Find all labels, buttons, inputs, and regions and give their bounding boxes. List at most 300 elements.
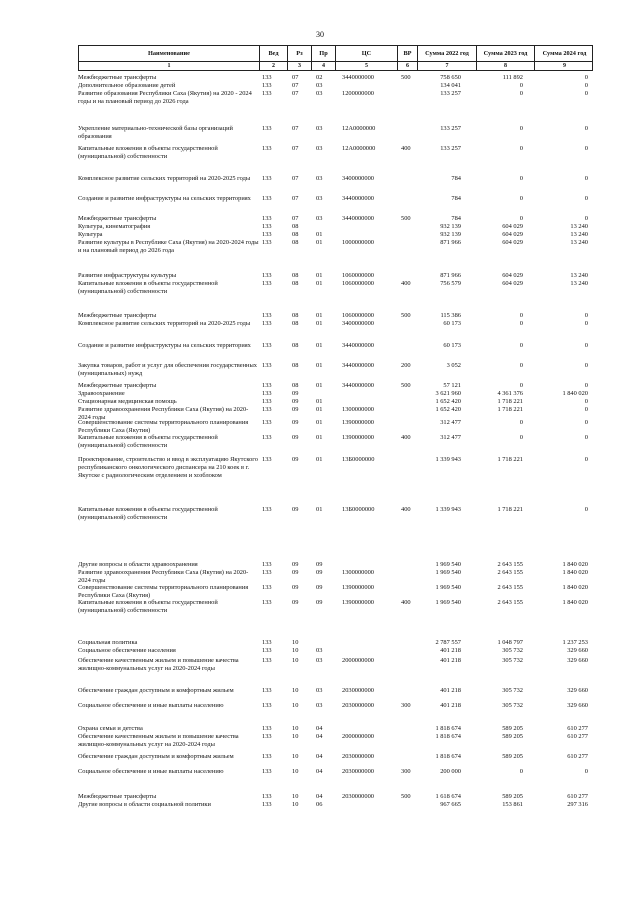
cell-sum-2022: 115 386 — [440, 312, 461, 319]
column-number-cs: 5 — [336, 62, 398, 70]
cell-sum-2023: 305 732 — [502, 647, 523, 654]
cell-vr: 400 — [401, 506, 411, 513]
cell-sum-2023: 0 — [519, 175, 523, 182]
cell-sum-2022: 133 257 — [440, 90, 461, 97]
cell-sum-2023: 0 — [519, 312, 523, 319]
cell-sum-2024: 13 240 — [570, 280, 588, 287]
cell-pr: 03 — [316, 687, 323, 694]
cell-sum-2024: 0 — [584, 175, 588, 182]
cell-ved: 133 — [262, 434, 272, 441]
cell-sum-2022: 312 477 — [440, 419, 461, 426]
cell-ved: 133 — [262, 125, 272, 132]
cell-pr: 03 — [316, 647, 323, 654]
cell-sum-2023: 1 718 221 — [497, 456, 523, 463]
cell-name: Капитальные вложения в объекты государственной (муниципальной) собственности — [78, 506, 218, 521]
cell-rz: 09 — [292, 561, 299, 568]
cell-vr: 300 — [401, 768, 411, 775]
header-sum-2022: Сумма 2022 год — [418, 46, 477, 61]
cell-cs: 2000000000 — [342, 733, 374, 740]
cell-pr: 09 — [316, 599, 323, 606]
cell-name: Межбюджетные трансферты — [78, 74, 157, 81]
cell-sum-2023: 4 361 376 — [497, 390, 523, 397]
cell-sum-2024: 1 840 020 — [562, 390, 588, 397]
cell-sum-2023: 604 029 — [502, 239, 523, 246]
cell-rz: 09 — [292, 584, 299, 591]
cell-rz: 10 — [292, 753, 299, 760]
cell-pr: 03 — [316, 215, 323, 222]
cell-name: Совершенствование системы территориального планирования Республики Саха (Якутия) — [78, 584, 249, 599]
cell-sum-2024: 1 840 020 — [562, 569, 588, 576]
cell-cs: 3440000000 — [342, 215, 374, 222]
cell-sum-2024: 0 — [584, 195, 588, 202]
cell-sum-2023: 1 048 797 — [497, 639, 523, 646]
cell-name: Дополнительное образование детей — [78, 82, 176, 89]
cell-vr: 300 — [401, 702, 411, 709]
cell-sum-2023: 305 732 — [502, 657, 523, 664]
cell-rz: 07 — [292, 195, 299, 202]
cell-sum-2024: 329 660 — [567, 657, 588, 664]
cell-pr: 03 — [316, 195, 323, 202]
column-number-sum-2023: 8 — [477, 62, 535, 70]
cell-rz: 10 — [292, 725, 299, 732]
cell-name: Развитие инфраструктуры культуры — [78, 272, 177, 279]
cell-vr: 500 — [401, 382, 411, 389]
cell-ved: 133 — [262, 793, 272, 800]
cell-ved: 133 — [262, 231, 272, 238]
cell-rz: 10 — [292, 733, 299, 740]
cell-ved: 133 — [262, 398, 272, 405]
cell-ved: 133 — [262, 280, 272, 287]
cell-vr: 500 — [401, 74, 411, 81]
cell-sum-2022: 871 966 — [440, 239, 461, 246]
cell-sum-2022: 1 652 420 — [435, 398, 461, 405]
cell-sum-2022: 3 621 960 — [435, 390, 461, 397]
cell-ved: 133 — [262, 90, 272, 97]
cell-cs: 2030000000 — [342, 768, 374, 775]
cell-pr: 03 — [316, 702, 323, 709]
cell-sum-2024: 610 277 — [567, 793, 588, 800]
cell-sum-2022: 1 339 943 — [435, 506, 461, 513]
cell-rz: 10 — [292, 639, 299, 646]
cell-ved: 133 — [262, 569, 272, 576]
cell-sum-2022: 133 257 — [440, 125, 461, 132]
cell-ved: 133 — [262, 342, 272, 349]
cell-sum-2023: 589 205 — [502, 733, 523, 740]
cell-sum-2023: 111 892 — [502, 74, 523, 81]
cell-pr: 03 — [316, 125, 323, 132]
cell-sum-2024: 329 660 — [567, 702, 588, 709]
cell-sum-2022: 2 787 557 — [435, 639, 461, 646]
cell-pr: 01 — [316, 280, 323, 287]
cell-ved: 133 — [262, 584, 272, 591]
cell-sum-2022: 60 173 — [443, 320, 461, 327]
cell-rz: 08 — [292, 382, 299, 389]
cell-sum-2022: 967 665 — [440, 801, 461, 808]
cell-pr: 01 — [316, 406, 323, 413]
cell-sum-2023: 0 — [519, 382, 523, 389]
cell-rz: 08 — [292, 280, 299, 287]
cell-sum-2023: 1 718 221 — [497, 406, 523, 413]
cell-ved: 133 — [262, 419, 272, 426]
cell-name: Обеспечение качественным жильем и повышение качества жилищно-коммунальных услуг на 2020-2024 годы — [78, 733, 239, 748]
cell-name: Капитальные вложения в объекты государственной (муниципальной) собственности — [78, 280, 218, 295]
cell-ved: 133 — [262, 239, 272, 246]
cell-ved: 133 — [262, 223, 272, 230]
cell-rz: 07 — [292, 74, 299, 81]
cell-rz: 08 — [292, 272, 299, 279]
cell-sum-2024: 13 240 — [570, 239, 588, 246]
cell-sum-2022: 401 218 — [440, 687, 461, 694]
cell-sum-2024: 0 — [584, 90, 588, 97]
cell-rz: 07 — [292, 145, 299, 152]
cell-name: Обеспечение граждан доступным и комфортным жильем — [78, 687, 234, 694]
cell-pr: 01 — [316, 231, 323, 238]
cell-ved: 133 — [262, 801, 272, 808]
cell-sum-2022: 134 041 — [440, 82, 461, 89]
cell-name: Создание и развитие инфраструктуры на сельских территориях — [78, 342, 251, 349]
cell-sum-2022: 784 — [451, 175, 461, 182]
cell-name: Совершенствование системы территориального планирования Республики Саха (Якутия) — [78, 419, 249, 434]
header-cs: ЦС — [336, 46, 398, 61]
cell-rz: 08 — [292, 239, 299, 246]
cell-ved: 133 — [262, 320, 272, 327]
cell-sum-2024: 329 660 — [567, 687, 588, 694]
cell-ved: 133 — [262, 733, 272, 740]
cell-sum-2024: 0 — [584, 312, 588, 319]
cell-name: Развитие здравоохранения Республики Саха (Якутия) на 2020-2024 годы — [78, 406, 249, 421]
cell-sum-2022: 784 — [451, 195, 461, 202]
cell-sum-2022: 758 650 — [440, 74, 461, 81]
cell-sum-2024: 0 — [584, 362, 588, 369]
cell-rz: 10 — [292, 647, 299, 654]
column-number-rz: 3 — [288, 62, 312, 70]
cell-sum-2023: 0 — [519, 320, 523, 327]
cell-rz: 08 — [292, 320, 299, 327]
cell-sum-2024: 13 240 — [570, 272, 588, 279]
cell-rz: 07 — [292, 175, 299, 182]
cell-ved: 133 — [262, 657, 272, 664]
cell-ved: 133 — [262, 702, 272, 709]
cell-pr: 02 — [316, 74, 323, 81]
cell-cs: 2030000000 — [342, 753, 374, 760]
cell-pr: 04 — [316, 753, 323, 760]
cell-sum-2022: 1 969 540 — [435, 584, 461, 591]
cell-cs: 1390000000 — [342, 434, 374, 441]
cell-sum-2024: 13 240 — [570, 223, 588, 230]
header-sum-2024: Сумма 2024 год — [542, 50, 587, 57]
cell-sum-2024: 0 — [584, 382, 588, 389]
header-rz: Рз — [288, 46, 312, 61]
cell-sum-2023: 0 — [519, 768, 523, 775]
cell-sum-2023: 0 — [519, 342, 523, 349]
cell-sum-2024: 329 660 — [567, 647, 588, 654]
cell-name: Проектирование, строительство и ввод в эксплуатацию Якутского республиканского онкологического диспансера на 210 коек в г. Якутске с радиологическим отделением и хозблоком — [78, 456, 258, 479]
cell-rz: 09 — [292, 506, 299, 513]
cell-ved: 133 — [262, 506, 272, 513]
cell-vr: 400 — [401, 599, 411, 606]
page-number: 30 — [316, 30, 324, 39]
cell-sum-2022: 784 — [451, 215, 461, 222]
cell-rz: 09 — [292, 456, 299, 463]
cell-sum-2022: 401 218 — [440, 647, 461, 654]
cell-sum-2022: 1 818 674 — [435, 753, 461, 760]
cell-ved: 133 — [262, 599, 272, 606]
cell-cs: 2030000000 — [342, 793, 374, 800]
header-name: Наименование — [79, 46, 260, 61]
cell-pr: 01 — [316, 320, 323, 327]
cell-sum-2022: 3 052 — [446, 362, 461, 369]
cell-sum-2024: 0 — [584, 125, 588, 132]
cell-ved: 133 — [262, 145, 272, 152]
cell-sum-2024: 1 237 253 — [562, 639, 588, 646]
cell-sum-2023: 305 732 — [502, 687, 523, 694]
cell-sum-2024: 0 — [584, 398, 588, 405]
cell-pr: 03 — [316, 145, 323, 152]
cell-cs: 1200000000 — [342, 90, 374, 97]
cell-pr: 01 — [316, 419, 323, 426]
cell-sum-2023: 0 — [519, 195, 523, 202]
cell-name: Развитие здравоохранения Республики Саха (Якутия) на 2020-2024 годы — [78, 569, 249, 584]
cell-sum-2022: 1 818 674 — [435, 725, 461, 732]
cell-pr: 01 — [316, 239, 323, 246]
cell-sum-2022: 1 618 674 — [435, 793, 461, 800]
cell-sum-2024: 0 — [584, 406, 588, 413]
cell-pr: 01 — [316, 434, 323, 441]
cell-name: Межбюджетные трансферты — [78, 312, 157, 319]
cell-name: Межбюджетные трансферты — [78, 215, 157, 222]
cell-sum-2022: 1 818 674 — [435, 733, 461, 740]
cell-name: Культура, кинематография — [78, 223, 151, 230]
cell-sum-2023: 589 205 — [502, 793, 523, 800]
cell-sum-2024: 1 840 020 — [562, 599, 588, 606]
cell-cs: 1300000000 — [342, 569, 374, 576]
cell-rz: 07 — [292, 215, 299, 222]
cell-sum-2023: 604 029 — [502, 231, 523, 238]
cell-name: Охрана семьи и детства — [78, 725, 143, 732]
cell-cs: 1060000000 — [342, 272, 374, 279]
cell-cs: 2030000000 — [342, 702, 374, 709]
cell-sum-2022: 1 339 943 — [435, 456, 461, 463]
cell-ved: 133 — [262, 215, 272, 222]
cell-rz: 10 — [292, 687, 299, 694]
cell-sum-2024: 610 277 — [567, 725, 588, 732]
cell-ved: 133 — [262, 74, 272, 81]
cell-pr: 09 — [316, 584, 323, 591]
cell-pr: 01 — [316, 398, 323, 405]
cell-sum-2023: 0 — [519, 419, 523, 426]
cell-sum-2022: 1 652 420 — [435, 406, 461, 413]
cell-sum-2024: 0 — [584, 456, 588, 463]
cell-sum-2023: 0 — [519, 434, 523, 441]
cell-sum-2024: 0 — [584, 320, 588, 327]
cell-ved: 133 — [262, 753, 272, 760]
cell-name: Здравоохранение — [78, 390, 125, 397]
cell-name: Капитальные вложения в объекты государственной (муниципальной) собственности — [78, 145, 218, 160]
cell-name: Обеспечение качественным жильем и повышение качества жилищно-коммунальных услуг на 2020-2024 годы — [78, 657, 239, 672]
cell-sum-2023: 589 205 — [502, 725, 523, 732]
cell-ved: 133 — [262, 725, 272, 732]
cell-name: Другие вопросы в области здравоохранения — [78, 561, 198, 568]
cell-rz: 07 — [292, 82, 299, 89]
cell-rz: 09 — [292, 419, 299, 426]
cell-sum-2023: 0 — [519, 145, 523, 152]
cell-pr: 01 — [316, 272, 323, 279]
cell-pr: 01 — [316, 382, 323, 389]
cell-rz: 08 — [292, 342, 299, 349]
cell-sum-2023: 0 — [519, 90, 523, 97]
cell-sum-2023: 2 643 155 — [497, 599, 523, 606]
cell-ved: 133 — [262, 272, 272, 279]
column-numbers-row — [78, 62, 593, 71]
cell-pr: 09 — [316, 561, 323, 568]
cell-sum-2023: 604 029 — [502, 280, 523, 287]
cell-ved: 133 — [262, 406, 272, 413]
cell-rz: 10 — [292, 657, 299, 664]
cell-rz: 09 — [292, 390, 299, 397]
header-pr: Пр — [312, 46, 336, 61]
cell-ved: 133 — [262, 362, 272, 369]
cell-pr: 09 — [316, 569, 323, 576]
cell-vr: 400 — [401, 145, 411, 152]
cell-ved: 133 — [262, 82, 272, 89]
cell-sum-2022: 756 579 — [440, 280, 461, 287]
cell-sum-2022: 401 218 — [440, 657, 461, 664]
cell-name: Стационарная медицинская помощь — [78, 398, 177, 405]
cell-name: Социальное обеспечение и иные выплаты населению — [78, 702, 224, 709]
cell-ved: 133 — [262, 390, 272, 397]
cell-sum-2023: 305 732 — [502, 702, 523, 709]
cell-sum-2022: 401 218 — [440, 702, 461, 709]
cell-pr: 01 — [316, 456, 323, 463]
cell-rz: 08 — [292, 312, 299, 319]
cell-sum-2024: 610 277 — [567, 733, 588, 740]
cell-sum-2024: 13 240 — [570, 231, 588, 238]
cell-cs: 1390000000 — [342, 584, 374, 591]
cell-cs: 1060000000 — [342, 312, 374, 319]
cell-rz: 09 — [292, 599, 299, 606]
cell-ved: 133 — [262, 382, 272, 389]
cell-name: Межбюджетные трансферты — [78, 793, 157, 800]
cell-name: Другие вопросы в области социальной политики — [78, 801, 211, 808]
cell-name: Комплексное развитие сельских территорий на 2020-2025 годы — [78, 175, 251, 182]
cell-rz: 09 — [292, 398, 299, 405]
cell-name: Комплексное развитие сельских территорий на 2020-2025 годы — [78, 320, 251, 327]
cell-sum-2022: 200 000 — [440, 768, 461, 775]
cell-sum-2024: 297 316 — [567, 801, 588, 808]
cell-vr: 500 — [401, 793, 411, 800]
cell-cs: 2000000000 — [342, 657, 374, 664]
cell-pr: 04 — [316, 733, 323, 740]
cell-sum-2023: 0 — [519, 125, 523, 132]
cell-sum-2022: 312 477 — [440, 434, 461, 441]
cell-cs: 13Б0000000 — [342, 456, 375, 463]
cell-rz: 10 — [292, 801, 299, 808]
cell-sum-2022: 1 969 540 — [435, 561, 461, 568]
cell-sum-2024: 0 — [584, 145, 588, 152]
cell-cs: 1000000000 — [342, 239, 374, 246]
cell-sum-2024: 0 — [584, 342, 588, 349]
cell-sum-2024: 0 — [584, 419, 588, 426]
cell-vr: 500 — [401, 312, 411, 319]
cell-rz: 09 — [292, 434, 299, 441]
cell-sum-2023: 1 718 221 — [497, 506, 523, 513]
cell-ved: 133 — [262, 312, 272, 319]
cell-sum-2024: 610 277 — [567, 753, 588, 760]
cell-pr: 01 — [316, 506, 323, 513]
cell-cs: 12А0000000 — [342, 145, 376, 152]
cell-cs: 2030000000 — [342, 687, 374, 694]
column-number-ved: 2 — [260, 62, 288, 70]
cell-cs: 3440000000 — [342, 362, 374, 369]
cell-name: Социальное обеспечение населения — [78, 647, 176, 654]
cell-sum-2024: 1 840 020 — [562, 561, 588, 568]
cell-name: Развитие образования Республики Саха (Якутия) на 2020 - 2024 годы и на плановый период до 2026 года — [78, 90, 252, 105]
cell-cs: 13Б0000000 — [342, 506, 375, 513]
cell-sum-2023: 604 029 — [502, 272, 523, 279]
cell-sum-2022: 871 966 — [440, 272, 461, 279]
cell-pr: 03 — [316, 82, 323, 89]
cell-pr: 01 — [316, 362, 323, 369]
cell-sum-2023: 589 205 — [502, 753, 523, 760]
cell-name: Развитие культуры в Республике Саха (Якутия) на 2020-2024 годы и на плановый период до 2026 года — [78, 239, 259, 254]
cell-sum-2023: 153 861 — [502, 801, 523, 808]
cell-sum-2022: 1 969 540 — [435, 599, 461, 606]
column-number-vr: 6 — [398, 62, 418, 70]
cell-name: Межбюджетные трансферты — [78, 382, 157, 389]
cell-name: Укрепление материально-технической базы организаций образования — [78, 125, 233, 140]
cell-sum-2023: 0 — [519, 82, 523, 89]
header-vr: ВР — [398, 46, 418, 61]
column-number-name: 1 — [79, 62, 260, 70]
cell-cs: 3400000000 — [342, 175, 374, 182]
cell-sum-2024: 0 — [584, 74, 588, 81]
cell-rz: 08 — [292, 362, 299, 369]
cell-sum-2023: 0 — [519, 362, 523, 369]
cell-pr: 04 — [316, 768, 323, 775]
cell-pr: 03 — [316, 90, 323, 97]
cell-ved: 133 — [262, 768, 272, 775]
cell-cs: 1390000000 — [342, 599, 374, 606]
cell-cs: 1390000000 — [342, 419, 374, 426]
cell-sum-2022: 932 139 — [440, 223, 461, 230]
cell-rz: 10 — [292, 793, 299, 800]
cell-sum-2023: 2 643 155 — [497, 584, 523, 591]
cell-pr: 03 — [316, 657, 323, 664]
cell-sum-2023: 604 029 — [502, 223, 523, 230]
cell-rz: 10 — [292, 702, 299, 709]
cell-sum-2024: 0 — [584, 215, 588, 222]
cell-sum-2024: 0 — [584, 82, 588, 89]
cell-rz: 08 — [292, 231, 299, 238]
cell-ved: 133 — [262, 561, 272, 568]
cell-cs: 12А0000000 — [342, 125, 376, 132]
cell-vr: 400 — [401, 434, 411, 441]
cell-pr: 01 — [316, 312, 323, 319]
cell-cs: 3400000000 — [342, 320, 374, 327]
cell-ved: 133 — [262, 456, 272, 463]
cell-ved: 133 — [262, 639, 272, 646]
cell-sum-2023: 0 — [519, 215, 523, 222]
cell-rz: 09 — [292, 406, 299, 413]
cell-cs: 1060000000 — [342, 280, 374, 287]
cell-ved: 133 — [262, 195, 272, 202]
cell-pr: 06 — [316, 801, 323, 808]
cell-name: Социальная политика — [78, 639, 138, 646]
cell-vr: 200 — [401, 362, 411, 369]
cell-rz: 10 — [292, 768, 299, 775]
cell-ved: 133 — [262, 687, 272, 694]
cell-sum-2023: 2 643 155 — [497, 561, 523, 568]
